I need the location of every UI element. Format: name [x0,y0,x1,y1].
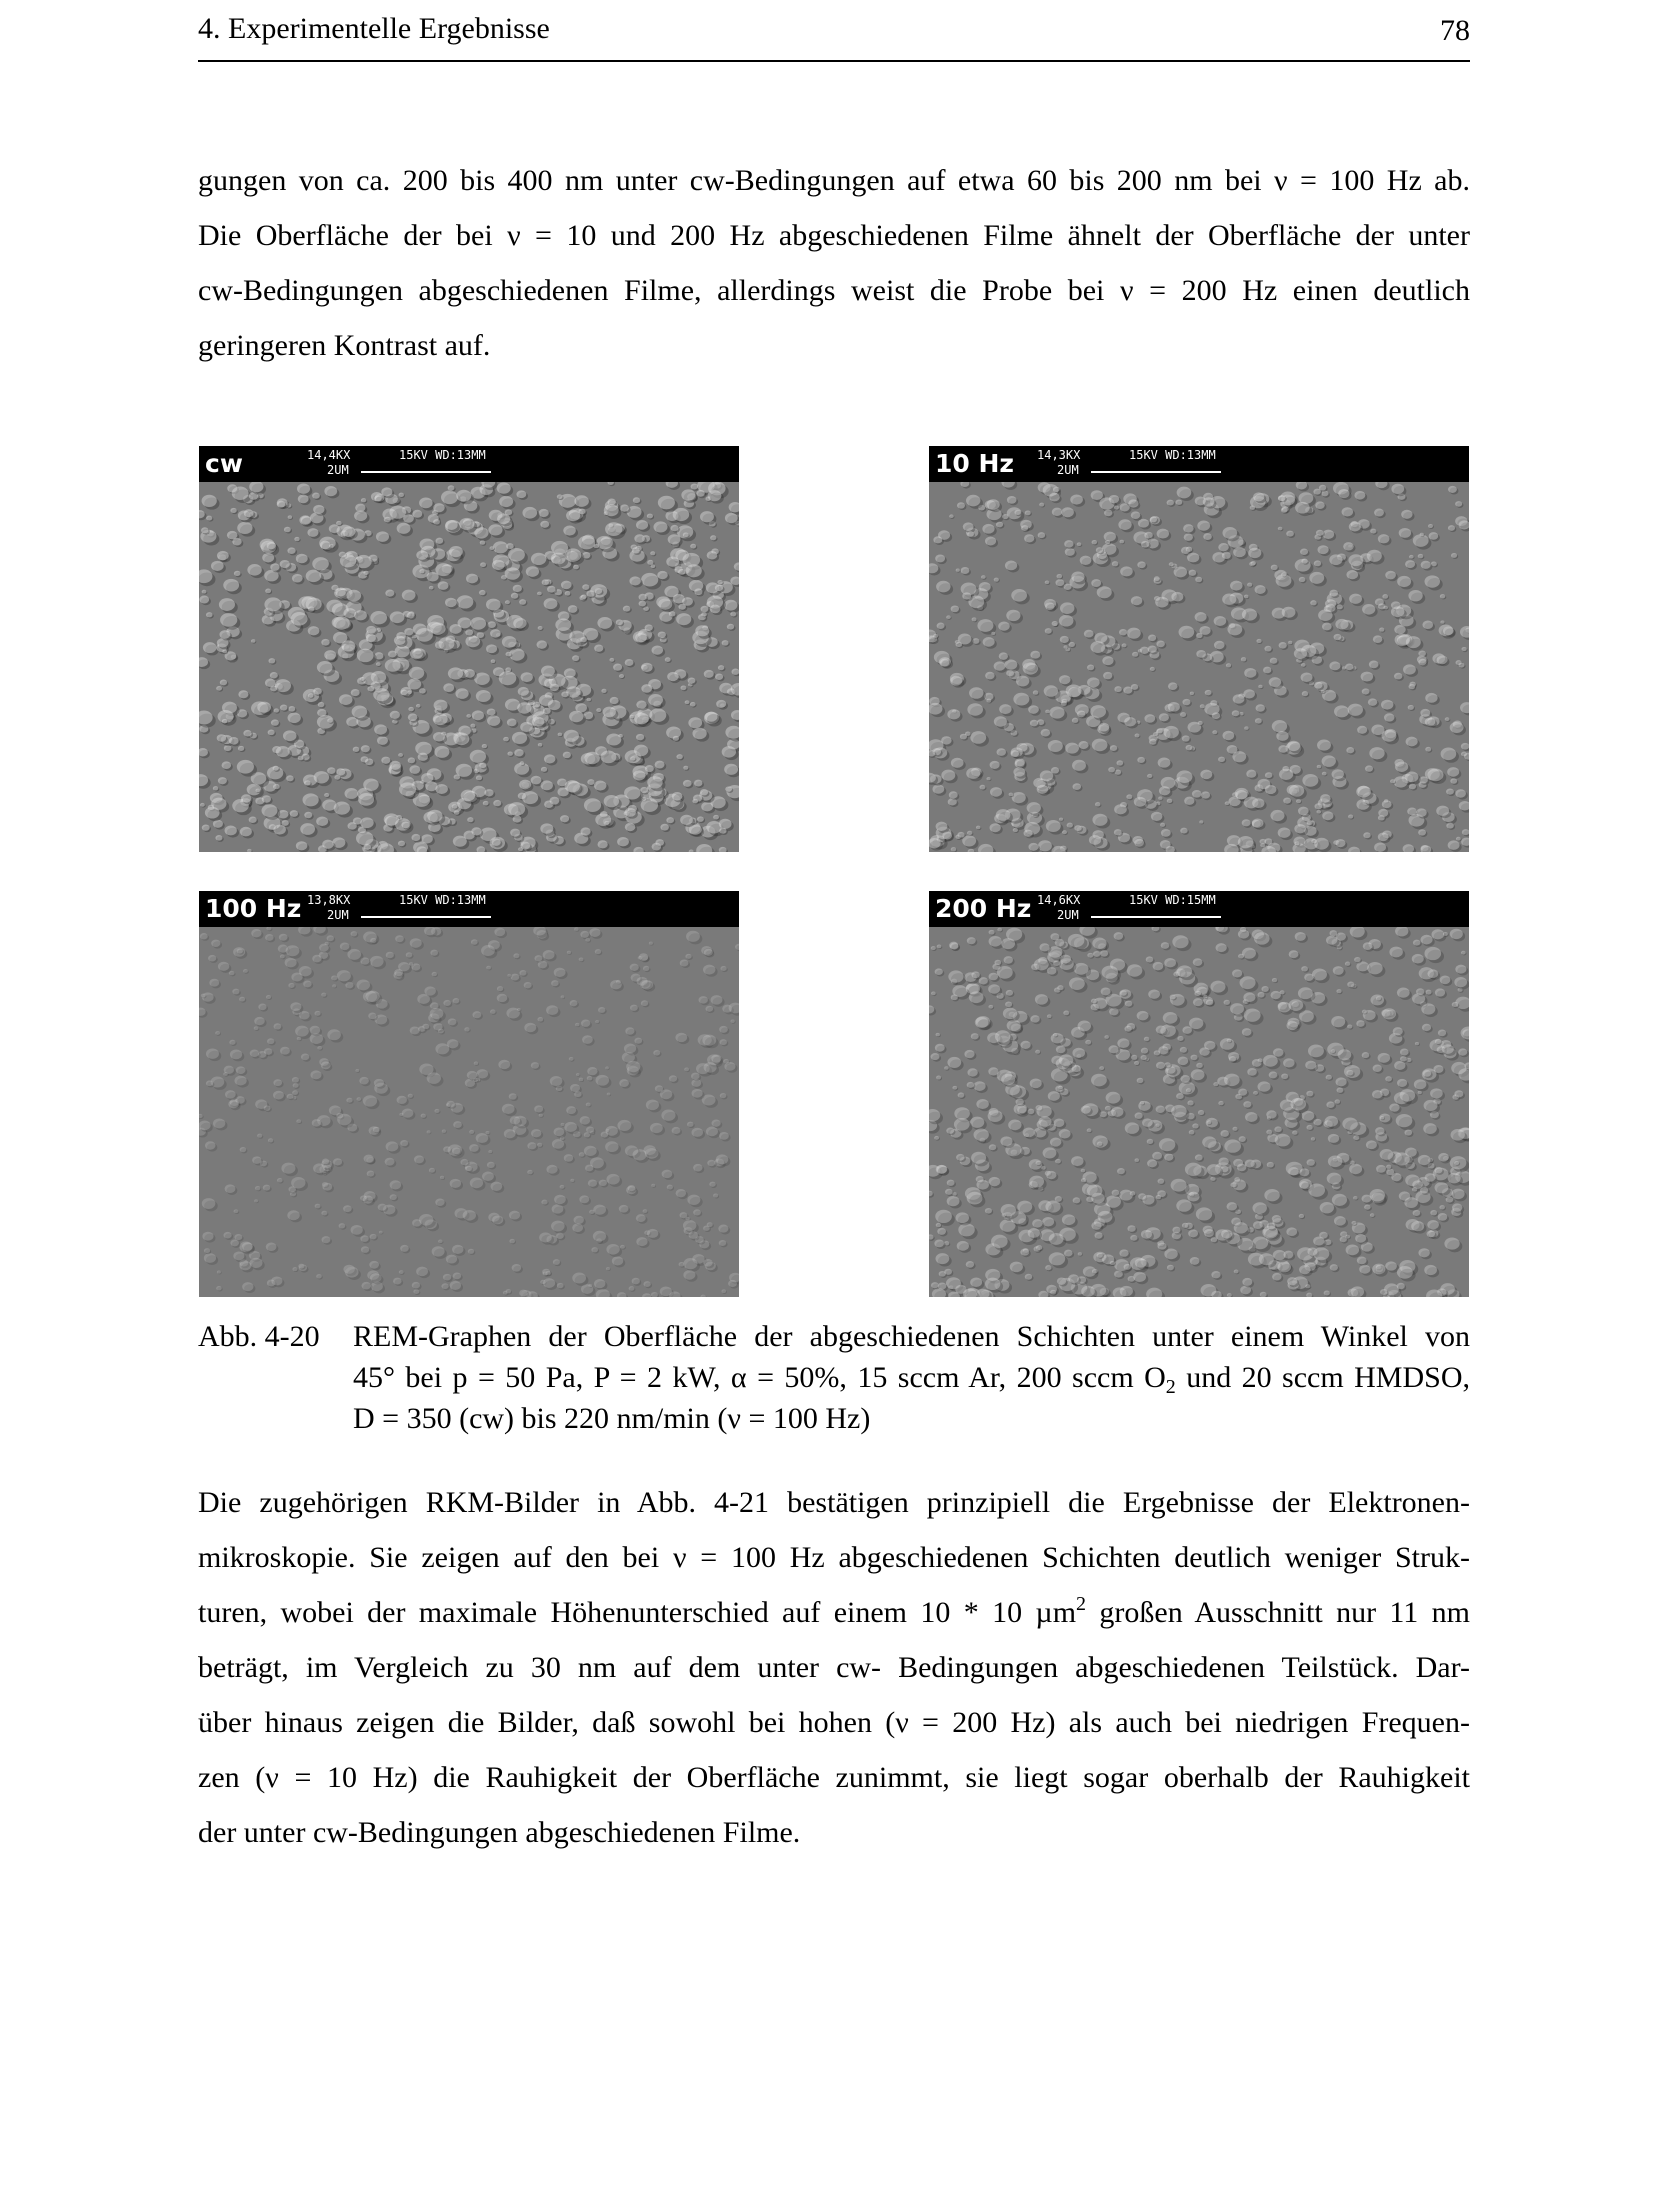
sem-magnification: 13,8KX [307,893,351,907]
text-line: Die zugehörigen RKM-Bilder in Abb. 4-21 bestätigen prinzipiell die Ergebnisse der Elektronen- [198,1486,1470,1519]
sem-label: 100 Hz [205,894,302,923]
sem-label: 10 Hz [935,449,1014,478]
page-number: 78 [1440,14,1470,47]
paragraph-intro [198,153,1470,373]
sem-label: 200 Hz [935,894,1032,923]
scale-bar [361,916,491,918]
sem-voltage: 15KV WD:15MM [1129,893,1216,907]
text-line: Die Oberfläche der bei ν = 10 und 200 Hz abgeschiedenen Filme ähnelt der Oberfläche der unter [198,219,1470,252]
caption-fragment: 45° bei p = 50 Pa, P = 2 kW, α = 50%, 15 sccm Ar, 200 sccm O [353,1361,1166,1394]
sem-scale: 2UM [327,908,349,922]
sem-scale: 2UM [1057,908,1079,922]
caption-line: D = 350 (cw) bis 220 nm/min (ν = 100 Hz) [353,1402,871,1435]
sem-image-10hz [929,446,1469,852]
text-fragment: turen, wobei der maximale Höhenunterschied auf einem 10 * 10 µm [198,1596,1077,1629]
sem-magnification: 14,3KX [1037,448,1081,462]
scale-bar [361,471,491,473]
text-line: zen (ν = 10 Hz) die Rauhigkeit der Oberfläche zunimmt, sie liegt sogar oberhalb der Rauhigkeit [198,1761,1470,1794]
caption-fragment: und 20 sccm HMDSO, [1175,1361,1470,1394]
text-line: cw-Bedingungen abgeschiedenen Filme, allerdings weist die Probe bei ν = 200 Hz einen deutlich [198,274,1470,307]
chapter-title: 4. Experimentelle Ergebnisse [198,12,550,45]
sem-texture [199,482,739,852]
sem-image-100hz [199,891,739,1297]
sem-texture [929,927,1469,1297]
sem-voltage: 15KV WD:13MM [399,448,486,462]
caption-line [353,1357,1470,1398]
text-line: beträgt, im Vergleich zu 30 nm auf dem unter cw- Bedingungen abgeschiedenen Teilstück. Dar- [198,1651,1470,1684]
text-line: über hinaus zeigen die Bilder, daß sowohl bei hohen (ν = 200 Hz) als auch bei niedrigen Frequen- [198,1706,1470,1739]
sem-texture [929,482,1469,852]
sem-voltage: 15KV WD:13MM [1129,448,1216,462]
sem-image-200hz [929,891,1469,1297]
text-line: der unter cw-Bedingungen abgeschiedenen Filme. [198,1816,801,1849]
text-fragment: großen Ausschnitt nur 11 nm [1086,1596,1470,1629]
sem-label: cw [205,449,243,478]
text-line: mikroskopie. Sie zeigen auf den bei ν = 100 Hz abgeschiedenen Schichten deutlich weniger Struk- [198,1541,1470,1574]
sem-magnification: 14,6KX [1037,893,1081,907]
subscript: 2 [1165,1376,1176,1398]
sem-magnification: 14,4KX [307,448,351,462]
scale-bar [1091,916,1221,918]
sem-texture [199,927,739,1297]
text-line: geringeren Kontrast auf. [198,329,491,362]
caption-line: REM-Graphen der Oberfläche der abgeschiedenen Schichten unter einem Winkel von [353,1320,1470,1353]
caption-tag: Abb. 4-20 [198,1320,320,1353]
page-header [198,8,1470,62]
scale-bar [1091,471,1221,473]
sem-voltage: 15KV WD:13MM [399,893,486,907]
sem-image-cw [199,446,739,852]
caption-text [353,1316,1470,1439]
paragraph-rkm [198,1475,1470,1860]
superscript: 2 [1076,1593,1087,1615]
text-line: gungen von ca. 200 bis 400 nm unter cw-Bedingungen auf etwa 60 bis 200 nm bei ν = 100 Hz ab. [198,164,1470,197]
sem-scale: 2UM [327,463,349,477]
sem-scale: 2UM [1057,463,1079,477]
text-line [198,1585,1470,1640]
